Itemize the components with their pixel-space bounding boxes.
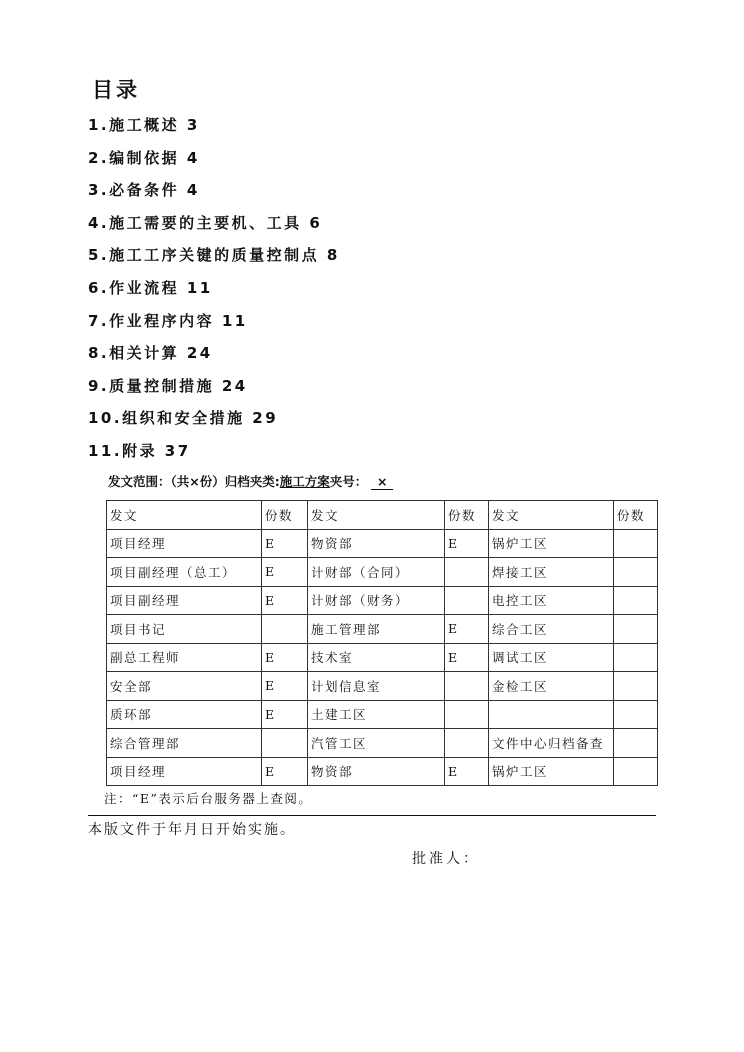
copies-cell [614,672,658,701]
recipient-cell: 发文 [308,501,445,530]
recipient-cell: 土建工区 [308,700,445,729]
copies-cell: E [445,615,489,644]
table-row [107,529,658,558]
distribution-table [106,500,658,786]
recipient-cell: 物资部 [308,757,445,786]
recipient-cell: 综合管理部 [107,729,262,758]
table-row [107,757,658,786]
recipient-cell: 项目经理 [107,529,262,558]
page-title: 目录 [92,78,140,102]
recipient-cell: 计财部（财务） [308,586,445,615]
implementation-statement: 本版文件于年月日开始实施。 [88,822,296,838]
recipient-cell: 综合工区 [489,615,614,644]
recipient-cell: 质环部 [107,700,262,729]
copies-cell [614,643,658,672]
recipient-cell: 物资部 [308,529,445,558]
toc-item[interactable]: 6.作业流程 11 [88,278,213,297]
recipient-cell: 焊接工区 [489,558,614,587]
table-row [107,615,658,644]
recipient-cell: 金检工区 [489,672,614,701]
recipient-cell: 项目副经理（总工） [107,558,262,587]
table-header-row [107,501,658,530]
recipient-cell: 项目经理 [107,757,262,786]
copies-cell: E [445,643,489,672]
toc-item[interactable]: 2.编制依据 4 [88,148,200,167]
copies-cell [614,729,658,758]
copies-cell [445,700,489,729]
toc-item[interactable]: 1.施工概述 3 [88,116,200,134]
toc-item[interactable]: 10.组织和安全措施 29 [88,409,279,428]
copies-cell: E [262,700,308,729]
recipient-cell: 电控工区 [489,586,614,615]
table-row [107,558,658,587]
copies-cell: E [262,558,308,587]
recipient-cell: 计财部（合同） [308,558,445,587]
divider [88,815,656,816]
copies-cell: E [262,672,308,701]
copies-cell [614,757,658,786]
copies-cell [262,615,308,644]
recipient-cell: 锅炉工区 [489,529,614,558]
copies-cell [614,558,658,587]
copies-cell [614,586,658,615]
toc-item[interactable]: 8.相关计算 24 [88,344,213,363]
table-note: 注：“E”表示后台服务器上查阅。 [104,791,313,806]
toc-item[interactable]: 9.质量控制措施 24 [88,376,248,395]
approver-label: 批准人： [412,851,480,867]
table-of-contents [88,114,340,473]
toc-item[interactable]: 7.作业程序内容 11 [88,311,248,330]
toc-item[interactable]: 5.施工工序关键的质量控制点 8 [88,246,340,265]
copies-cell [445,586,489,615]
recipient-cell: 调试工区 [489,643,614,672]
copies-cell [262,729,308,758]
copies-cell [445,672,489,701]
copies-cell: E [445,529,489,558]
folder-value: × [371,474,393,490]
copies-cell: 份数 [445,501,489,530]
copies-cell: E [262,529,308,558]
copies-cell [445,729,489,758]
recipient-cell: 施工管理部 [308,615,445,644]
recipient-cell: 技术室 [308,643,445,672]
folder-label: 夹号： [329,474,368,489]
toc-item[interactable]: 3.必备条件 4 [88,181,200,200]
copies-cell: E [262,643,308,672]
recipient-cell: 项目书记 [107,615,262,644]
copies-cell [445,558,489,587]
recipient-cell: 发文 [107,501,262,530]
table-row [107,586,658,615]
copies-cell [614,615,658,644]
recipient-cell: 安全部 [107,672,262,701]
copies-cell: E [445,757,489,786]
copies-cell: 份数 [614,501,658,530]
recipient-cell: 计划信息室 [308,672,445,701]
distribution-line [108,472,393,490]
recipient-cell: 副总工程师 [107,643,262,672]
distribution-prefix: 发文范围：（共×份）归档夹类: [108,474,280,489]
copies-cell: E [262,586,308,615]
toc-item[interactable]: 11.附录 37 [88,441,191,460]
table-row [107,643,658,672]
recipient-cell: 发文 [489,501,614,530]
table-row [107,700,658,729]
recipient-cell: 文件中心归档备查 [489,729,614,758]
recipient-cell: 项目副经理 [107,586,262,615]
recipient-cell [489,700,614,729]
archive-category: 施工方案 [279,474,330,489]
copies-cell: E [262,757,308,786]
recipient-cell: 汽管工区 [308,729,445,758]
copies-cell [614,529,658,558]
copies-cell: 份数 [262,501,308,530]
toc-item[interactable]: 4.施工需要的主要机、工具 6 [88,213,323,232]
table-row [107,729,658,758]
copies-cell [614,700,658,729]
table-row [107,672,658,701]
recipient-cell: 锅炉工区 [489,757,614,786]
